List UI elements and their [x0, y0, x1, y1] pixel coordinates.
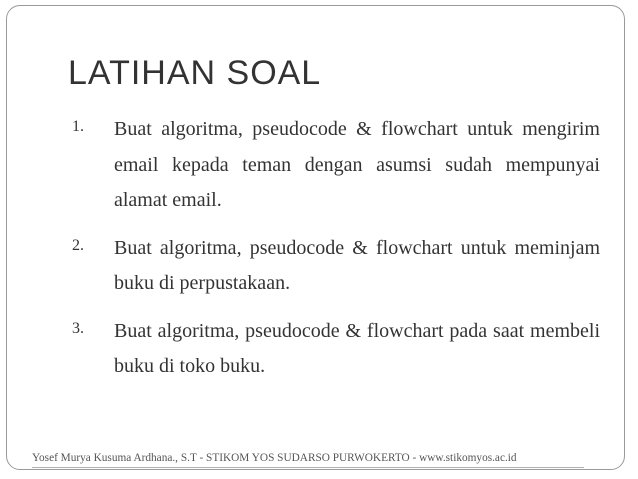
- item-number: 3.: [72, 319, 84, 337]
- list-item: [72, 314, 600, 385]
- item-number: 2.: [72, 236, 84, 254]
- item-text: Buat algoritma, pseudocode & flowchart untuk meminjam buku di perpustakaan.: [114, 236, 600, 294]
- list-item: [72, 112, 600, 219]
- exercise-list: [72, 112, 600, 397]
- slide-title: LATIHAN SOAL: [68, 54, 322, 92]
- item-text: Buat algoritma, pseudocode & flowchart untuk mengirim email kepada teman dengan asumsi sudah mempunyai alamat email.: [114, 118, 600, 211]
- list-item: [72, 231, 600, 302]
- footer-divider: [32, 467, 584, 468]
- item-number: 1.: [72, 118, 84, 135]
- item-text: Buat algoritma, pseudocode & flowchart pada saat membeli buku di toko buku.: [114, 319, 600, 377]
- slide-footer: Yosef Murya Kusuma Ardhana., S.T - STIKOM YOS SUDARSO PURWOKERTO - www.stikomyos.ac.id: [32, 452, 517, 464]
